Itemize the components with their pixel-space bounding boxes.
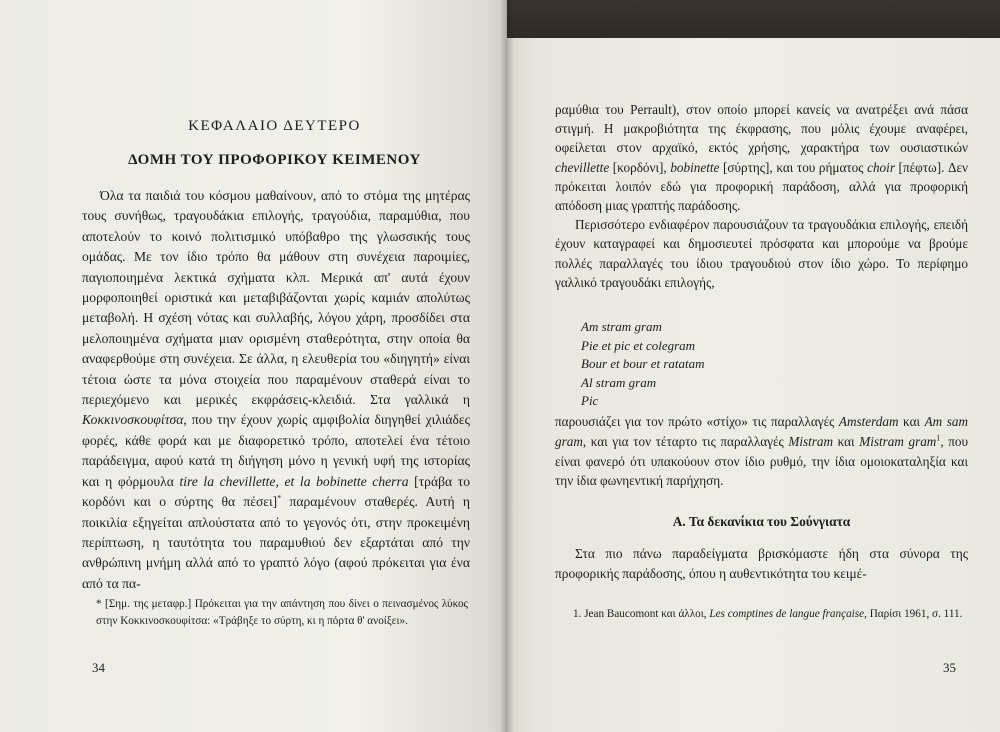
verse-line: Bour et bour et ratatam xyxy=(581,356,705,372)
italic-run: Les comptines de langue française xyxy=(709,608,865,620)
chapter-label: ΚΕΦΑΛΑΙΟ ΔΕΥΤΕΡΟ xyxy=(188,118,361,134)
book-gutter xyxy=(500,0,514,732)
left-page-number: 34 xyxy=(92,660,105,675)
italic-run: Amsterdam xyxy=(838,414,899,429)
right-paragraph-3 xyxy=(555,412,968,491)
left-paragraph xyxy=(82,186,470,594)
text-run: και xyxy=(833,433,860,449)
right-paragraph-2: Περισσότερο ενδιαφέρον παρουσιάζουν τα τραγουδάκια επιλογής, επειδή έχουν καταγραφεί και δημοσιευτεί πρόσφατα και μπορούμε να βρούμε πολλές παραλλαγές του ίδιου τραγουδιού στον ίδιο χώρο. Το περίφημο γαλλικό τραγουδάκι επιλογής, xyxy=(555,217,968,290)
footnote-marker: 1 xyxy=(936,433,941,443)
italic-run: choir xyxy=(867,159,895,175)
right-paragraph-4: Στα πιο πάνω παραδείγματα βρισκόμαστε ήδη στα σύνορα της προφορικής παράδοσης, όπου η αυθεντικότητα του κειμέ- xyxy=(555,546,968,581)
right-body-mid xyxy=(555,412,968,491)
text-run: [σύρτης], και του ρήματος xyxy=(719,159,868,175)
left-body-text xyxy=(82,186,470,594)
text-run: παραμένουν σταθερές. Αυτή η ποικιλία εξηγείται απλούστατα από το γεγονός ότι, στην προκειμένη περίπτωση, η ταυτότητα του παραμυθιού δεν εξαρτάται από την ανθρώπινη μνήμη αλλά από το γραπτό λόγο (αφού πρόκειται για ένα από τα πα- xyxy=(82,494,470,591)
text-run: , που την έχουν χωρίς αμφιβολία διηγηθεί χιλιάδες φορές, κάθε φορά και με διαφορετικό τρόπο, αποτελεί ένα τέτοιο παράδειγμα, αφού κατά τη διήγηση μόνο η γενική υφή της ιστορίας και η φόρμουλα xyxy=(82,412,470,489)
verse-line: Pie et pic et colegram xyxy=(581,337,696,353)
right-footnote xyxy=(573,606,968,623)
right-body-bottom xyxy=(555,544,968,584)
italic-run: Mistram gram xyxy=(859,433,937,449)
right-page xyxy=(507,38,1000,732)
text-run: ραμύθια του Perrault), στον οποίο μπορεί κανείς να ανατρέξει ανά πάσα στιγμή. Η μακροβιότητα της έκφρασης, που μόλις έχουμε αναφέρει, οφείλεται στον αρχαϊκό, εκτός χρήσης, χαρακτήρα των ουσιαστικών xyxy=(555,102,968,156)
italic-run: Mistram xyxy=(788,433,834,449)
italic-run: chevillette xyxy=(555,159,610,175)
italic-run: Κοκκινοσκουφίτσα xyxy=(82,412,184,428)
verse-line: Al stram gram xyxy=(581,374,657,390)
section-heading: Α. Τα δεκανίκια του Σούνγιατα xyxy=(672,514,851,529)
text-run: [τράβα το κορδόνι και ο σύρτης θα πέσει] xyxy=(82,473,470,510)
text-run: 1. Jean Baucomont και άλλοι, xyxy=(573,608,710,620)
left-footnote: * [Σημ. της μεταφρ.] Πρόκειται για την απάντηση που δίνει ο πεινασμένος λύκος στην Κοκκινοσκουφίτσα: «Τράβηξε το σύρτη, κι η πόρτα θ' ανοίξει». xyxy=(96,598,468,627)
verse-line: Am stram gram xyxy=(581,319,662,334)
right-paragraph-1 xyxy=(555,100,968,215)
text-run: , Παρίσι 1961, σ. 111. xyxy=(864,608,963,620)
text-run: [κορδόνι], xyxy=(609,159,671,175)
chapter-title: ΔΟΜΗ ΤΟΥ ΠΡΟΦΟΡΙΚΟΥ ΚΕΙΜΕΝΟΥ xyxy=(128,152,421,168)
text-run: , που είναι φανερό ότι υπακούουν στον ίδιο ρυθμό, την ίδια ομοιοκαταληξία και την ίδια φωνηεντική παρήχηση. xyxy=(555,433,969,489)
italic-run: Am sam gram xyxy=(555,414,968,449)
footnote-marker: * xyxy=(277,493,282,503)
text-run: [πέφτω]. Δεν πρόκειται λοιπόν εδώ για προφορική παράδοση, αλλά για προφορική απόδοση μιας γραπτής παράδοσης. xyxy=(555,159,968,214)
italic-run: tire la chevillette, et la bobinette cherra xyxy=(179,473,409,489)
text-run: Όλα τα παιδιά του κόσμου μαθαίνουν, από το στόμα της μητέρας τους συνήθως, τραγουδάκια επιλογής, τραγούδια, παραμύθια, που αποτελούν το κοινό πολιτισμικό υπόβαθρο της γλωσσικής τους ομάδας. Με τον ίδιο τρόπο θα μάθουν στη συνέχεια παροιμίες, παγιοποιημένα λεκτικά σχήματα κλπ. Μερικά απ' αυτά έχουν μορφοποιηθεί οριστικά και μεταβιβάζονται χωρίς καμιάν απολύτως μεταβολή. Η σχέση νότας και συλλαβής, λόγου χάρη, προσδίδει στα μελοποιημένα σχήματα μιαν ορισμένη σταθερότητα, στην οποία θα αναφερθούμε στη συνέχεια. Σε άλλα, η ελευθερία του «διηγητή» είναι τέτοια ώστε τα μόνα στοιχεία που παραμένουν σταθερά είναι το περιεχόμενο και μερικές εκφράσεις-κλειδιά. Στα γαλλικά η xyxy=(82,188,470,408)
counting-rhyme xyxy=(581,318,881,411)
verse-line: Pic xyxy=(581,393,599,409)
italic-run: bobinette xyxy=(670,159,720,175)
text-run: , και για τον τέταρτο τις παραλλαγές xyxy=(582,433,789,449)
right-page-number: 35 xyxy=(943,660,956,675)
right-body-top xyxy=(555,100,968,292)
text-run: παρουσιάζει για τον πρώτο «στίχο» τις παραλλαγές xyxy=(555,414,839,429)
text-run: και xyxy=(898,414,925,429)
